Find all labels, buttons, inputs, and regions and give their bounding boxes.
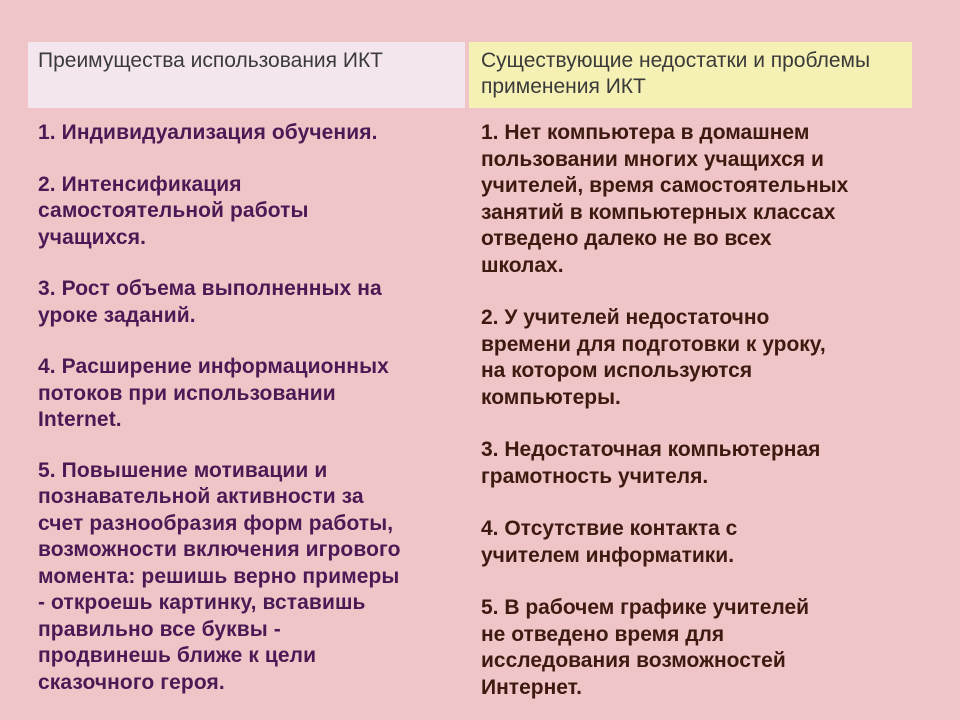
problems-column [481, 120, 911, 701]
problem-item-2: 2. У учителей недостаточно времени для подготовки к уроку, на котором используются компьютеры. [481, 306, 826, 409]
header-problems [469, 42, 912, 108]
advantage-item-5: 5. Повышение мотивации и познавательной активности за счет разнообразия форм работы, возможности включения игрового момента: решишь верно примеры - откроешь картинку, вставишь правильно все буквы - продвинешь ближе к цели сказочного героя. [38, 458, 401, 694]
advantages-column [38, 120, 458, 696]
advantage-item-2: 2. Интенсификация самостоятельной работы учащихся. [38, 172, 309, 249]
advantage-item-1: 1. Индивидуализация обучения. [38, 121, 378, 144]
header-advantages [28, 42, 465, 108]
problem-item-1: 1. Нет компьютера в домашнем пользовании многих учащихся и учителей, время самостоятельных занятий в компьютерных классах отведено далеко не во всех школах. [481, 121, 849, 277]
comparison-table [28, 42, 912, 714]
problem-item-4: 4. Отсутствие контакта с учителем информатики. [481, 517, 738, 567]
advantage-item-3: 3. Рост объема выполненных на уроке заданий. [38, 277, 382, 327]
header-problems-label: Существующие недостатки и проблемы применения ИКТ [481, 49, 871, 98]
header-advantages-label: Преимущества использования ИКТ [38, 49, 384, 72]
problem-item-5: 5. В рабочем графике учителей не отведено время для исследования возможностей Интернет. [481, 596, 810, 699]
advantage-item-4: 4. Расширение информационных потоков при использовании Internet. [38, 355, 389, 431]
problem-item-3: 3. Недостаточная компьютерная грамотность учителя. [481, 438, 821, 488]
